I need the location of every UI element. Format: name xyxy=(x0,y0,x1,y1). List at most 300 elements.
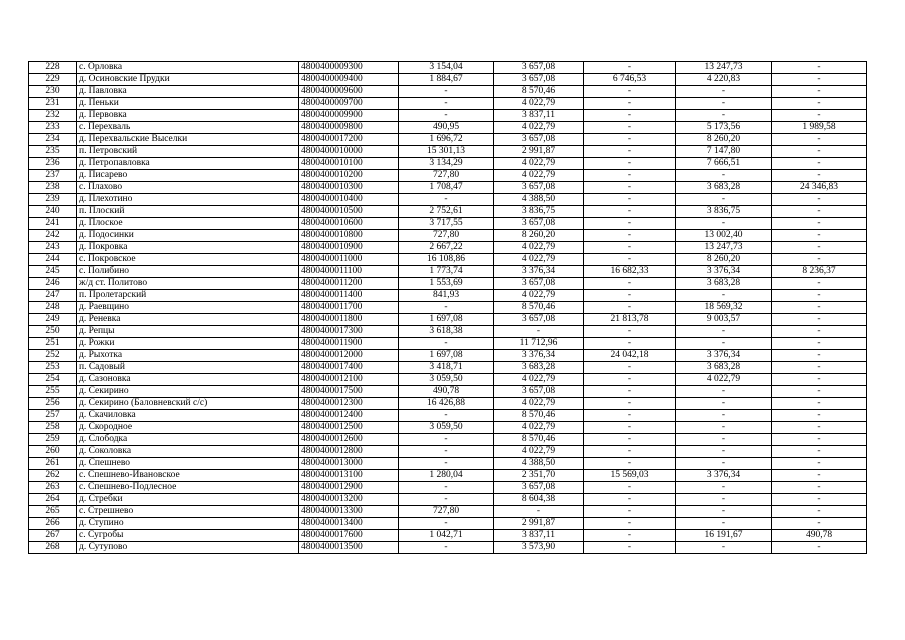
settlement-name: с. Орловка xyxy=(77,62,299,74)
value-col-2: 3 657,08 xyxy=(494,74,584,86)
value-col-4: 7 147,80 xyxy=(676,146,772,158)
value-col-2: 8 260,20 xyxy=(494,230,584,242)
oktmo-code: 4800400010300 xyxy=(299,182,399,194)
value-col-5: - xyxy=(772,158,867,170)
row-number: 232 xyxy=(29,110,77,122)
oktmo-code: 4800400009700 xyxy=(299,98,399,110)
value-col-2: 4 022,79 xyxy=(494,374,584,386)
value-col-3: - xyxy=(584,62,676,74)
value-col-4: - xyxy=(676,482,772,494)
value-col-2: 4 388,50 xyxy=(494,194,584,206)
value-col-3: - xyxy=(584,482,676,494)
value-col-1: 1 280,04 xyxy=(399,470,494,482)
row-number: 255 xyxy=(29,386,77,398)
value-col-4: 13 247,73 xyxy=(676,242,772,254)
value-col-5: - xyxy=(772,194,867,206)
value-col-1: 3 059,50 xyxy=(399,374,494,386)
table-row xyxy=(29,134,867,146)
value-col-5: - xyxy=(772,386,867,398)
table-row xyxy=(29,110,867,122)
settlement-name: с. Перехваль xyxy=(77,122,299,134)
row-number: 264 xyxy=(29,494,77,506)
settlement-name: с. Полибино xyxy=(77,266,299,278)
value-col-1: 1 773,74 xyxy=(399,266,494,278)
value-col-5: - xyxy=(772,314,867,326)
settlement-name: д. Реневка xyxy=(77,314,299,326)
value-col-2: 2 351,70 xyxy=(494,470,584,482)
row-number: 235 xyxy=(29,146,77,158)
value-col-3: 21 813,78 xyxy=(584,314,676,326)
row-number: 261 xyxy=(29,458,77,470)
value-col-4: 13 247,73 xyxy=(676,62,772,74)
table-row xyxy=(29,338,867,350)
value-col-5: 490,78 xyxy=(772,530,867,542)
value-col-4: 4 220,83 xyxy=(676,74,772,86)
table-row xyxy=(29,122,867,134)
value-col-3: 15 569,03 xyxy=(584,470,676,482)
value-col-1: - xyxy=(399,302,494,314)
oktmo-code: 4800400010500 xyxy=(299,206,399,218)
value-col-5: - xyxy=(772,278,867,290)
row-number: 239 xyxy=(29,194,77,206)
value-col-2: - xyxy=(494,506,584,518)
value-col-5: - xyxy=(772,98,867,110)
settlement-name: д. Павловка xyxy=(77,86,299,98)
value-col-1: - xyxy=(399,98,494,110)
oktmo-code: 4800400013200 xyxy=(299,494,399,506)
value-col-3: - xyxy=(584,146,676,158)
value-col-1: 727,80 xyxy=(399,170,494,182)
value-col-1: 841,93 xyxy=(399,290,494,302)
value-col-2: 8 570,46 xyxy=(494,86,584,98)
value-col-3: - xyxy=(584,434,676,446)
value-col-2: 4 022,79 xyxy=(494,446,584,458)
value-col-5: - xyxy=(772,506,867,518)
row-number: 242 xyxy=(29,230,77,242)
value-col-2: 3 837,11 xyxy=(494,530,584,542)
value-col-4: 5 173,56 xyxy=(676,122,772,134)
value-col-3: - xyxy=(584,134,676,146)
oktmo-code: 4800400009300 xyxy=(299,62,399,74)
value-col-4: 8 260,20 xyxy=(676,254,772,266)
table-row xyxy=(29,494,867,506)
row-number: 267 xyxy=(29,530,77,542)
value-col-4: - xyxy=(676,434,772,446)
oktmo-code: 4800400010800 xyxy=(299,230,399,242)
row-number: 238 xyxy=(29,182,77,194)
value-col-2: 3 657,08 xyxy=(494,182,584,194)
table-row xyxy=(29,74,867,86)
value-col-4: - xyxy=(676,386,772,398)
value-col-5: - xyxy=(772,518,867,530)
table-row xyxy=(29,194,867,206)
table-row xyxy=(29,482,867,494)
value-col-3: - xyxy=(584,194,676,206)
value-col-3: - xyxy=(584,338,676,350)
value-col-5: - xyxy=(772,494,867,506)
settlement-name: д. Рожки xyxy=(77,338,299,350)
settlement-name: д. Покровка xyxy=(77,242,299,254)
settlement-name: п. Пролетарский xyxy=(77,290,299,302)
table-row xyxy=(29,170,867,182)
value-col-5: - xyxy=(772,362,867,374)
value-col-4: 3 836,75 xyxy=(676,206,772,218)
value-col-1: - xyxy=(399,434,494,446)
value-col-2: 2 991,87 xyxy=(494,146,584,158)
row-number: 230 xyxy=(29,86,77,98)
value-col-2: - xyxy=(494,326,584,338)
value-col-5: - xyxy=(772,242,867,254)
value-col-2: 3 376,34 xyxy=(494,350,584,362)
table-row xyxy=(29,446,867,458)
value-col-4: 8 260,20 xyxy=(676,134,772,146)
value-col-5: - xyxy=(772,434,867,446)
value-col-5: - xyxy=(772,446,867,458)
row-number: 253 xyxy=(29,362,77,374)
value-col-2: 8 604,38 xyxy=(494,494,584,506)
value-col-3: - xyxy=(584,122,676,134)
oktmo-code: 4800400013400 xyxy=(299,518,399,530)
value-col-4: 18 569,32 xyxy=(676,302,772,314)
settlement-name: д. Секирино xyxy=(77,386,299,398)
table-row xyxy=(29,182,867,194)
oktmo-code: 4800400012600 xyxy=(299,434,399,446)
settlement-name: д. Спешнево xyxy=(77,458,299,470)
settlement-name: д. Пеньки xyxy=(77,98,299,110)
value-col-4: - xyxy=(676,446,772,458)
row-number: 231 xyxy=(29,98,77,110)
value-col-5: - xyxy=(772,110,867,122)
settlement-name: с. Сугробы xyxy=(77,530,299,542)
value-col-1: 16 108,86 xyxy=(399,254,494,266)
value-col-3: - xyxy=(584,278,676,290)
value-col-4: 3 376,34 xyxy=(676,350,772,362)
table-row xyxy=(29,314,867,326)
value-col-1: - xyxy=(399,194,494,206)
oktmo-code: 4800400009400 xyxy=(299,74,399,86)
value-col-1: 3 418,71 xyxy=(399,362,494,374)
value-col-3: - xyxy=(584,506,676,518)
value-col-5: - xyxy=(772,86,867,98)
settlement-name: д. Рыхотка xyxy=(77,350,299,362)
oktmo-code: 4800400017500 xyxy=(299,386,399,398)
oktmo-code: 4800400009800 xyxy=(299,122,399,134)
oktmo-code: 4800400012500 xyxy=(299,422,399,434)
value-col-1: 490,78 xyxy=(399,386,494,398)
settlement-name: д. Соколовка xyxy=(77,446,299,458)
value-col-4: - xyxy=(676,170,772,182)
row-number: 233 xyxy=(29,122,77,134)
value-col-1: 1 553,69 xyxy=(399,278,494,290)
settlement-name: с. Спешнево-Ивановское xyxy=(77,470,299,482)
value-col-1: 3 059,50 xyxy=(399,422,494,434)
settlement-name: ж/д ст. Политово xyxy=(77,278,299,290)
oktmo-code: 4800400010900 xyxy=(299,242,399,254)
row-number: 260 xyxy=(29,446,77,458)
value-col-4: - xyxy=(676,290,772,302)
value-col-3: - xyxy=(584,170,676,182)
oktmo-code: 4800400009900 xyxy=(299,110,399,122)
settlement-name: п. Петровский xyxy=(77,146,299,158)
table-row xyxy=(29,386,867,398)
value-col-3: - xyxy=(584,530,676,542)
value-col-3: - xyxy=(584,410,676,422)
table-row xyxy=(29,230,867,242)
value-col-5: - xyxy=(772,542,867,554)
value-col-4: 3 376,34 xyxy=(676,470,772,482)
value-col-5: - xyxy=(772,74,867,86)
settlement-name: д. Сутупово xyxy=(77,542,299,554)
value-col-3: - xyxy=(584,158,676,170)
value-col-1: - xyxy=(399,338,494,350)
value-col-4: - xyxy=(676,458,772,470)
settlement-name: д. Плехотино xyxy=(77,194,299,206)
value-col-1: 727,80 xyxy=(399,230,494,242)
value-col-5: - xyxy=(772,398,867,410)
table-body xyxy=(29,62,867,554)
table-row xyxy=(29,254,867,266)
value-col-2: 3 657,08 xyxy=(494,314,584,326)
value-col-5: - xyxy=(772,458,867,470)
value-col-1: 1 884,67 xyxy=(399,74,494,86)
value-col-4: - xyxy=(676,338,772,350)
value-col-5: - xyxy=(772,302,867,314)
value-col-2: 3 657,08 xyxy=(494,386,584,398)
oktmo-code: 4800400010100 xyxy=(299,158,399,170)
value-col-4: 3 376,34 xyxy=(676,266,772,278)
row-number: 243 xyxy=(29,242,77,254)
row-number: 244 xyxy=(29,254,77,266)
value-col-4: 3 683,28 xyxy=(676,278,772,290)
value-col-5: - xyxy=(772,170,867,182)
value-col-4: 4 022,79 xyxy=(676,374,772,386)
value-col-3: - xyxy=(584,386,676,398)
value-col-1: - xyxy=(399,446,494,458)
oktmo-code: 4800400017600 xyxy=(299,530,399,542)
table-row xyxy=(29,266,867,278)
value-col-3: 6 746,53 xyxy=(584,74,676,86)
value-col-2: 4 388,50 xyxy=(494,458,584,470)
value-col-4: - xyxy=(676,410,772,422)
settlement-name: д. Петропавловка xyxy=(77,158,299,170)
value-col-1: 3 154,04 xyxy=(399,62,494,74)
value-col-1: - xyxy=(399,458,494,470)
table-row xyxy=(29,98,867,110)
table-row xyxy=(29,350,867,362)
settlement-name: п. Плоский xyxy=(77,206,299,218)
value-col-3: - xyxy=(584,254,676,266)
settlements-table xyxy=(28,61,867,554)
settlement-name: д. Сазоновка xyxy=(77,374,299,386)
row-number: 251 xyxy=(29,338,77,350)
table-row xyxy=(29,470,867,482)
value-col-5: - xyxy=(772,410,867,422)
row-number: 245 xyxy=(29,266,77,278)
value-col-4: - xyxy=(676,194,772,206)
oktmo-code: 4800400013300 xyxy=(299,506,399,518)
value-col-5: - xyxy=(772,338,867,350)
value-col-2: 4 022,79 xyxy=(494,398,584,410)
row-number: 237 xyxy=(29,170,77,182)
value-col-2: 4 022,79 xyxy=(494,254,584,266)
value-col-4: - xyxy=(676,398,772,410)
value-col-3: - xyxy=(584,494,676,506)
settlement-name: п. Садовый xyxy=(77,362,299,374)
value-col-3: - xyxy=(584,230,676,242)
row-number: 268 xyxy=(29,542,77,554)
settlement-name: д. Перехвальские Выселки xyxy=(77,134,299,146)
settlement-name: д. Слободка xyxy=(77,434,299,446)
row-number: 246 xyxy=(29,278,77,290)
value-col-3: - xyxy=(584,242,676,254)
settlement-name: д. Писарево xyxy=(77,170,299,182)
table-row xyxy=(29,278,867,290)
value-col-1: 2 752,61 xyxy=(399,206,494,218)
settlement-name: д. Раевщино xyxy=(77,302,299,314)
value-col-3: - xyxy=(584,518,676,530)
oktmo-code: 4800400009600 xyxy=(299,86,399,98)
value-col-3: - xyxy=(584,446,676,458)
value-col-1: - xyxy=(399,482,494,494)
value-col-5: - xyxy=(772,482,867,494)
value-col-1: 3 717,55 xyxy=(399,218,494,230)
value-col-2: 4 022,79 xyxy=(494,122,584,134)
oktmo-code: 4800400011100 xyxy=(299,266,399,278)
row-number: 257 xyxy=(29,410,77,422)
row-number: 265 xyxy=(29,506,77,518)
oktmo-code: 4800400017200 xyxy=(299,134,399,146)
value-col-5: - xyxy=(772,374,867,386)
value-col-3: 24 042,18 xyxy=(584,350,676,362)
value-col-3: - xyxy=(584,86,676,98)
value-col-5: - xyxy=(772,254,867,266)
value-col-5: - xyxy=(772,134,867,146)
value-col-4: - xyxy=(676,518,772,530)
row-number: 229 xyxy=(29,74,77,86)
value-col-4: - xyxy=(676,110,772,122)
table-row xyxy=(29,242,867,254)
settlement-name: д. Осиновские Прудки xyxy=(77,74,299,86)
value-col-5: - xyxy=(772,350,867,362)
settlement-name: д. Скородное xyxy=(77,422,299,434)
settlement-name: д. Подосинки xyxy=(77,230,299,242)
value-col-2: 8 570,46 xyxy=(494,302,584,314)
oktmo-code: 4800400011400 xyxy=(299,290,399,302)
settlement-name: д. Репцы xyxy=(77,326,299,338)
value-col-2: 11 712,96 xyxy=(494,338,584,350)
oktmo-code: 4800400011900 xyxy=(299,338,399,350)
row-number: 236 xyxy=(29,158,77,170)
row-number: 259 xyxy=(29,434,77,446)
table-row xyxy=(29,410,867,422)
value-col-4: - xyxy=(676,218,772,230)
table-row xyxy=(29,218,867,230)
value-col-5: 1 989,58 xyxy=(772,122,867,134)
value-col-3: - xyxy=(584,110,676,122)
value-col-1: 1 696,72 xyxy=(399,134,494,146)
oktmo-code: 4800400012800 xyxy=(299,446,399,458)
value-col-3: - xyxy=(584,290,676,302)
oktmo-code: 4800400012400 xyxy=(299,410,399,422)
table-row xyxy=(29,326,867,338)
oktmo-code: 4800400013500 xyxy=(299,542,399,554)
settlement-name: д. Ступино xyxy=(77,518,299,530)
value-col-3: - xyxy=(584,374,676,386)
oktmo-code: 4800400010200 xyxy=(299,170,399,182)
value-col-2: 3 657,08 xyxy=(494,134,584,146)
table-row xyxy=(29,158,867,170)
oktmo-code: 4800400012000 xyxy=(299,350,399,362)
value-col-2: 4 022,79 xyxy=(494,242,584,254)
oktmo-code: 4800400017400 xyxy=(299,362,399,374)
value-col-5: - xyxy=(772,422,867,434)
value-col-2: 2 991,87 xyxy=(494,518,584,530)
table-row xyxy=(29,206,867,218)
value-col-1: - xyxy=(399,410,494,422)
table-row xyxy=(29,374,867,386)
value-col-5: - xyxy=(772,62,867,74)
oktmo-code: 4800400010600 xyxy=(299,218,399,230)
value-col-3: - xyxy=(584,302,676,314)
row-number: 256 xyxy=(29,398,77,410)
table-row xyxy=(29,302,867,314)
row-number: 252 xyxy=(29,350,77,362)
value-col-5: - xyxy=(772,218,867,230)
oktmo-code: 4800400010000 xyxy=(299,146,399,158)
row-number: 263 xyxy=(29,482,77,494)
value-col-3: - xyxy=(584,458,676,470)
oktmo-code: 4800400017300 xyxy=(299,326,399,338)
table-row xyxy=(29,398,867,410)
value-col-2: 3 657,08 xyxy=(494,62,584,74)
value-col-3: - xyxy=(584,218,676,230)
oktmo-code: 4800400013000 xyxy=(299,458,399,470)
oktmo-code: 4800400010400 xyxy=(299,194,399,206)
table-row xyxy=(29,458,867,470)
settlement-name: д. Плоское xyxy=(77,218,299,230)
value-col-3: - xyxy=(584,398,676,410)
value-col-4: 7 666,51 xyxy=(676,158,772,170)
row-number: 234 xyxy=(29,134,77,146)
row-number: 248 xyxy=(29,302,77,314)
value-col-1: 1 042,71 xyxy=(399,530,494,542)
value-col-3: - xyxy=(584,542,676,554)
row-number: 240 xyxy=(29,206,77,218)
value-col-1: 490,95 xyxy=(399,122,494,134)
value-col-5: 24 346,83 xyxy=(772,182,867,194)
value-col-5: 8 236,37 xyxy=(772,266,867,278)
value-col-4: - xyxy=(676,494,772,506)
row-number: 258 xyxy=(29,422,77,434)
row-number: 241 xyxy=(29,218,77,230)
value-col-1: 3 618,38 xyxy=(399,326,494,338)
value-col-4: 3 683,28 xyxy=(676,362,772,374)
oktmo-code: 4800400012900 xyxy=(299,482,399,494)
value-col-5: - xyxy=(772,206,867,218)
value-col-2: 4 022,79 xyxy=(494,98,584,110)
value-col-2: 3 683,28 xyxy=(494,362,584,374)
value-col-3: - xyxy=(584,98,676,110)
value-col-2: 4 022,79 xyxy=(494,158,584,170)
value-col-3: - xyxy=(584,422,676,434)
table-row xyxy=(29,434,867,446)
row-number: 250 xyxy=(29,326,77,338)
value-col-2: 8 570,46 xyxy=(494,434,584,446)
settlement-name: с. Спешнево-Подлесное xyxy=(77,482,299,494)
value-col-1: 15 301,13 xyxy=(399,146,494,158)
value-col-4: - xyxy=(676,506,772,518)
value-col-2: 3 836,75 xyxy=(494,206,584,218)
